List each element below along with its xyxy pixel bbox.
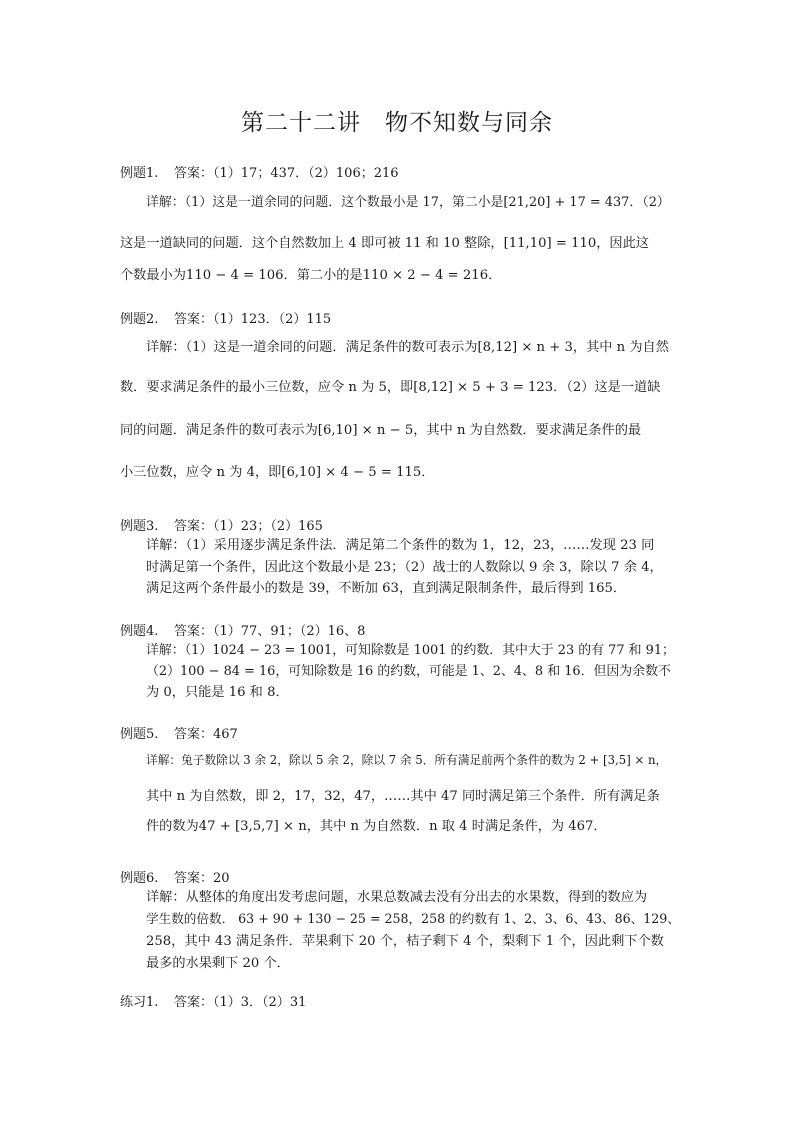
explanation-line: （2）100 − 84 = 16，可知除数是 16 的约数，可能是 1、2、4、8 和 16．但因为余数不 (146, 664, 671, 679)
example-label: 例题6. (120, 871, 159, 886)
explanation-line: 件的数为47 + [3,5,7] × n，其中 n 为自然数．n 取 4 时满足条件，为 467． (146, 819, 607, 834)
example-3-header (120, 515, 323, 534)
explanation-line: 详解：（1）采用逐步满足条件法．满足第二个条件的数为 1，12，23，……发现 23 同 (146, 538, 655, 553)
explanation-line: 同的问题．满足条件的数可表示为[6,10] × n − 5，其中 n 为自然数．要求满足条件的最 (120, 423, 642, 438)
explanation-line: 时满足第一个条件，因此这个数最小是 23；（2）战士的人数除以 9 余 3，除以 7 余 4， (146, 560, 663, 575)
page-title: 第二十二讲 物不知数与同余 (241, 110, 553, 136)
explanation-line: 详解：（1）1024 − 23 = 1001，可知除数是 1001 的约数．其中大于 23 的有 77 和 91； (146, 643, 675, 658)
example-1-header (120, 162, 399, 181)
example-answer: 答案：（1）77、91；（2）16、8 (174, 624, 366, 639)
explanation-line: 学生数的倍数． 63 + 90 + 130 − 25 = 258，258 的约数有 1、2、3、6、43、86、129、 (146, 911, 680, 926)
example-answer: 答案：（1）123．（2）115 (174, 312, 332, 327)
explanation-line: 个数最小为110 − 4 = 106．第二小的是110 × 2 − 4 = 216． (120, 268, 502, 283)
example-answer: 答案：（1）3．（2）31 (174, 995, 307, 1010)
example-answer: 答案：20 (174, 871, 230, 886)
example-label: 练习1. (120, 995, 159, 1010)
explanation-line: 详解：（1）这是一道余同的问题．这个数最小是 17，第二小是[21,20] + 17 = 437．（2） (146, 195, 670, 210)
explanation-line: 详解：兔子数除以 3 余 2，除以 5 余 2，除以 7 余 5．所有满足前两个条件的数为 2 + [3,5] × n， (146, 753, 668, 767)
example-answer: 答案：467 (174, 727, 238, 742)
explanation-line: 详解：从整体的角度出发考虑问题，水果总数减去没有分出去的水果数，得到的数应为 (146, 890, 648, 905)
exercise-1-header (120, 991, 306, 1010)
example-5-header (120, 723, 238, 742)
explanation-line: 这是一道缺同的问题．这个自然数加上 4 即可被 11 和 10 整除，[11,10] = 110，因此这 (120, 236, 649, 251)
example-label: 例题4. (120, 624, 159, 639)
explanation-line: 详解：（1）这是一道余同的问题．满足条件的数可表示为[8,12] × n + 3，其中 n 为自然 (146, 340, 669, 355)
explanation-line: 为 0，只能是 16 和 8． (146, 685, 289, 700)
explanation-line: 最多的水果剩下 20 个． (146, 956, 290, 971)
example-6-header (120, 867, 230, 886)
example-4-header (120, 620, 365, 639)
example-label: 例题1. (120, 166, 159, 181)
example-label: 例题5. (120, 727, 159, 742)
example-answer: 答案：（1）17；437．（2）106；216 (174, 166, 399, 181)
explanation-line: 小三位数，应令 n 为 4，即[6,10] × 4 − 5 = 115． (120, 465, 435, 480)
explanation-line: 满足这两个条件最小的数是 39，不断加 63，直到满足限制条件，最后得到 165． (146, 581, 627, 596)
example-answer: 答案：（1）23；（2）165 (174, 519, 323, 534)
explanation-line: 258，其中 43 满足条件．苹果剩下 20 个，桔子剩下 4 个，梨剩下 1 个，因此剩下个数 (146, 934, 664, 949)
example-label: 例题2. (120, 312, 159, 327)
explanation-line: 其中 n 为自然数，即 2，17，32，47，……其中 47 同时满足第三个条件．所有满足条 (146, 789, 660, 804)
example-2-header (120, 308, 331, 327)
explanation-line: 数．要求满足条件的最小三位数，应令 n 为 5，即[8,12] × 5 + 3 = 123．（2）这是一道缺 (120, 380, 661, 395)
example-label: 例题3. (120, 519, 159, 534)
